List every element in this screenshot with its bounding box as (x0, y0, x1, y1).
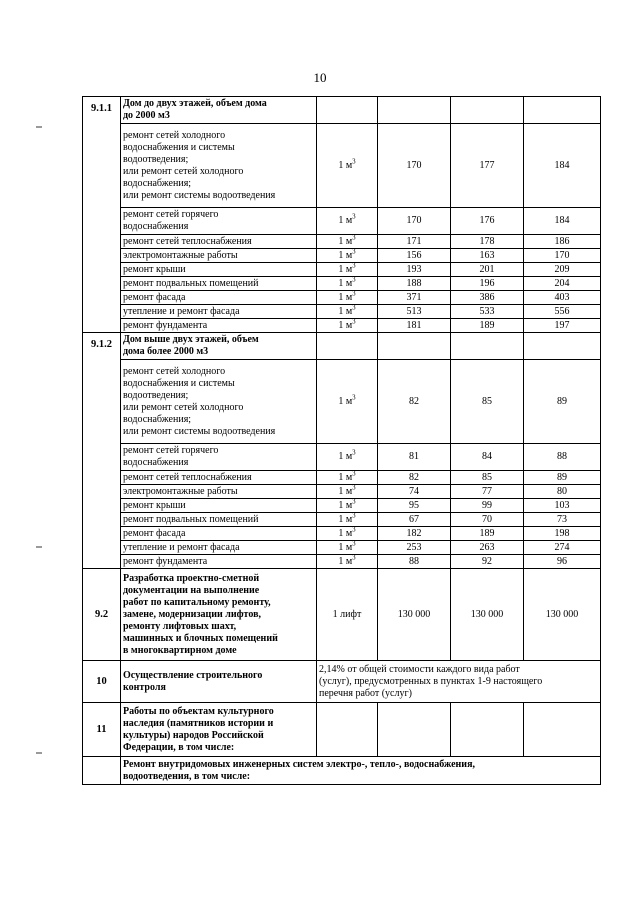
value-cell: 188 (378, 277, 451, 291)
unit-sup: 3 (352, 512, 356, 520)
work-name: ремонт сетей теплоснабжения (121, 235, 317, 249)
work-name: ремонт подвальных помещений (121, 277, 317, 291)
value-cell: 81 (378, 444, 451, 471)
unit-sup: 3 (352, 470, 356, 478)
value-cell: 386 (451, 291, 524, 305)
value-cell: 80 (524, 485, 601, 499)
value-cell: 99 (451, 499, 524, 513)
unit-sup: 3 (352, 526, 356, 534)
work-name: ремонт сетей горячего водоснабжения (121, 444, 317, 471)
margin-mark (36, 546, 42, 548)
value-cell: 253 (378, 541, 451, 555)
work-name: электромонтажные работы (121, 485, 317, 499)
value-cell: 196 (451, 277, 524, 291)
value-cell: 82 (378, 471, 451, 485)
work-name: ремонт фундамента (121, 319, 317, 333)
unit-sup: 3 (352, 448, 356, 457)
subsection-title: Ремонт внутридомовых инженерных систем электро-, тепло-, водоснабжения, водоотведения, в том числе: (121, 757, 601, 785)
table-row (83, 263, 601, 277)
unit-label: 1 м (338, 159, 353, 171)
value-cell: 85 (451, 471, 524, 485)
unit-sup: 3 (352, 393, 356, 402)
value-cell: 130 000 (451, 569, 524, 661)
value-cell: 176 (451, 208, 524, 235)
value-cell: 403 (524, 291, 601, 305)
section-row-911 (83, 97, 601, 124)
value-cell: 170 (378, 124, 451, 208)
value-cell: 89 (524, 360, 601, 444)
value-cell: 84 (451, 444, 524, 471)
unit-sup: 3 (352, 157, 356, 166)
unit-sup: 3 (352, 484, 356, 492)
value-cell: 182 (378, 527, 451, 541)
value-cell: 67 (378, 513, 451, 527)
table-row (83, 235, 601, 249)
section-row-92 (83, 569, 601, 661)
value-cell: 193 (378, 263, 451, 277)
value-cell: 189 (451, 527, 524, 541)
value-cell: 513 (378, 305, 451, 319)
table-row (83, 360, 601, 444)
unit-label: 1 м (338, 319, 353, 331)
table-row (83, 541, 601, 555)
unit-label: 1 м (338, 499, 353, 511)
section-title: Дом выше двух этажей, объем дома более 2000 м3 (121, 333, 317, 360)
value-cell: 533 (451, 305, 524, 319)
table-row (83, 208, 601, 235)
unit-label: 1 м (338, 485, 353, 497)
unit-label: 1 м (338, 555, 353, 567)
table-row (83, 277, 601, 291)
unit-label: 1 м (338, 291, 353, 303)
margin-mark (36, 126, 42, 128)
unit-label: 1 м (338, 541, 353, 553)
value-cell: 178 (451, 235, 524, 249)
value-cell: 371 (378, 291, 451, 305)
value-cell: 171 (378, 235, 451, 249)
table-row (83, 124, 601, 208)
section-title: Работы по объектам культурного наследия (памятников истории и культуры) народов Российской Федерации, в том числе: (121, 703, 317, 757)
row-number: 9.1.2 (83, 333, 121, 569)
value-cell: 177 (451, 124, 524, 208)
unit-sup: 3 (352, 234, 356, 242)
value-cell: 92 (451, 555, 524, 569)
unit-sup: 3 (352, 318, 356, 326)
price-table (82, 96, 601, 785)
subsection-row (83, 757, 601, 785)
section-title: Разработка проектно-сметной документации на выполнение работ по капитальному ремонту, замене, модернизации лифтов, ремонту лифтовых шахт, машинных и блочных помещений в многоквартирном доме (121, 569, 317, 661)
unit-sup: 3 (352, 248, 356, 256)
value-cell: 198 (524, 527, 601, 541)
unit-sup: 3 (352, 498, 356, 506)
value-cell: 77 (451, 485, 524, 499)
row-number: 10 (83, 661, 121, 703)
table-row (83, 527, 601, 541)
unit-label: 1 м (338, 215, 353, 226)
work-name: утепление и ремонт фасада (121, 305, 317, 319)
value-cell: 274 (524, 541, 601, 555)
work-name: ремонт сетей холодного водоснабжения и системы водоотведения; или ремонт сетей холодного водоснабжения; или ремонт системы водоотведения (121, 124, 317, 208)
value-cell: 130 000 (524, 569, 601, 661)
value-cell: 88 (378, 555, 451, 569)
work-name: ремонт подвальных помещений (121, 513, 317, 527)
table-row (83, 555, 601, 569)
value-cell: 96 (524, 555, 601, 569)
value-cell: 74 (378, 485, 451, 499)
value-cell: 89 (524, 471, 601, 485)
unit-label: 1 м (338, 305, 353, 317)
value-cell: 85 (451, 360, 524, 444)
table-row (83, 305, 601, 319)
unit-label: 1 м (338, 249, 353, 261)
section-row-10 (83, 661, 601, 703)
work-name: ремонт фасада (121, 527, 317, 541)
work-name: ремонт фундамента (121, 555, 317, 569)
value-cell: 170 (524, 249, 601, 263)
work-name: ремонт фасада (121, 291, 317, 305)
value-cell: 130 000 (378, 569, 451, 661)
value-cell: 556 (524, 305, 601, 319)
value-cell: 170 (378, 208, 451, 235)
section-row-912 (83, 333, 601, 360)
unit-sup: 3 (352, 304, 356, 312)
unit-label: 1 м (338, 527, 353, 539)
section-row-11 (83, 703, 601, 757)
work-name: ремонт крыши (121, 263, 317, 277)
value-cell: 156 (378, 249, 451, 263)
value-cell: 204 (524, 277, 601, 291)
value-cell: 184 (524, 124, 601, 208)
unit-sup: 3 (352, 290, 356, 298)
value-cell: 70 (451, 513, 524, 527)
value-cell: 103 (524, 499, 601, 513)
value-cell: 82 (378, 360, 451, 444)
row-number: 9.2 (83, 569, 121, 661)
work-name: ремонт крыши (121, 499, 317, 513)
work-name: ремонт сетей горячего водоснабжения (121, 208, 317, 235)
row-number: 11 (83, 703, 121, 757)
value-cell: 181 (378, 319, 451, 333)
value-cell: 73 (524, 513, 601, 527)
work-name: электромонтажные работы (121, 249, 317, 263)
unit-sup: 3 (352, 554, 356, 562)
table-row (83, 319, 601, 333)
unit-label: 1 м (338, 513, 353, 525)
table-row (83, 444, 601, 471)
value-cell: 184 (524, 208, 601, 235)
table-row (83, 499, 601, 513)
row-number: 9.1.1 (83, 97, 121, 333)
table-row (83, 249, 601, 263)
unit-label: 1 лифт (317, 569, 378, 661)
unit-label: 1 м (338, 395, 353, 407)
table-row (83, 485, 601, 499)
value-cell: 209 (524, 263, 601, 277)
section-title: Осуществление строительного контроля (121, 661, 317, 703)
value-cell: 163 (451, 249, 524, 263)
unit-sup: 3 (352, 212, 356, 221)
value-cell: 197 (524, 319, 601, 333)
value-cell: 186 (524, 235, 601, 249)
unit-label: 1 м (338, 277, 353, 289)
unit-label: 1 м (338, 451, 353, 462)
value-cell: 263 (451, 541, 524, 555)
section-title: Дом до двух этажей, объем дома до 2000 м3 (121, 97, 317, 124)
unit-label: 1 м (338, 263, 353, 275)
table-row (83, 471, 601, 485)
unit-label: 1 м (338, 235, 353, 247)
table-row (83, 513, 601, 527)
value-cell: 95 (378, 499, 451, 513)
value-cell: 88 (524, 444, 601, 471)
margin-mark (36, 752, 42, 754)
unit-sup: 3 (352, 540, 356, 548)
work-name: утепление и ремонт фасада (121, 541, 317, 555)
unit-sup: 3 (352, 262, 356, 270)
page-number: 10 (313, 70, 327, 85)
table-row (83, 291, 601, 305)
unit-label: 1 м (338, 471, 353, 483)
merged-note: 2,14% от общей стоимости каждого вида работ (услуг), предусмотренных в пунктах 1-9 настоящего перечня работ (услуг) (317, 661, 601, 703)
work-name: ремонт сетей холодного водоснабжения и системы водоотведения; или ремонт сетей холодного водоснабжения; или ремонт системы водоотведения (121, 360, 317, 444)
value-cell: 201 (451, 263, 524, 277)
work-name: ремонт сетей теплоснабжения (121, 471, 317, 485)
unit-sup: 3 (352, 276, 356, 284)
value-cell: 189 (451, 319, 524, 333)
